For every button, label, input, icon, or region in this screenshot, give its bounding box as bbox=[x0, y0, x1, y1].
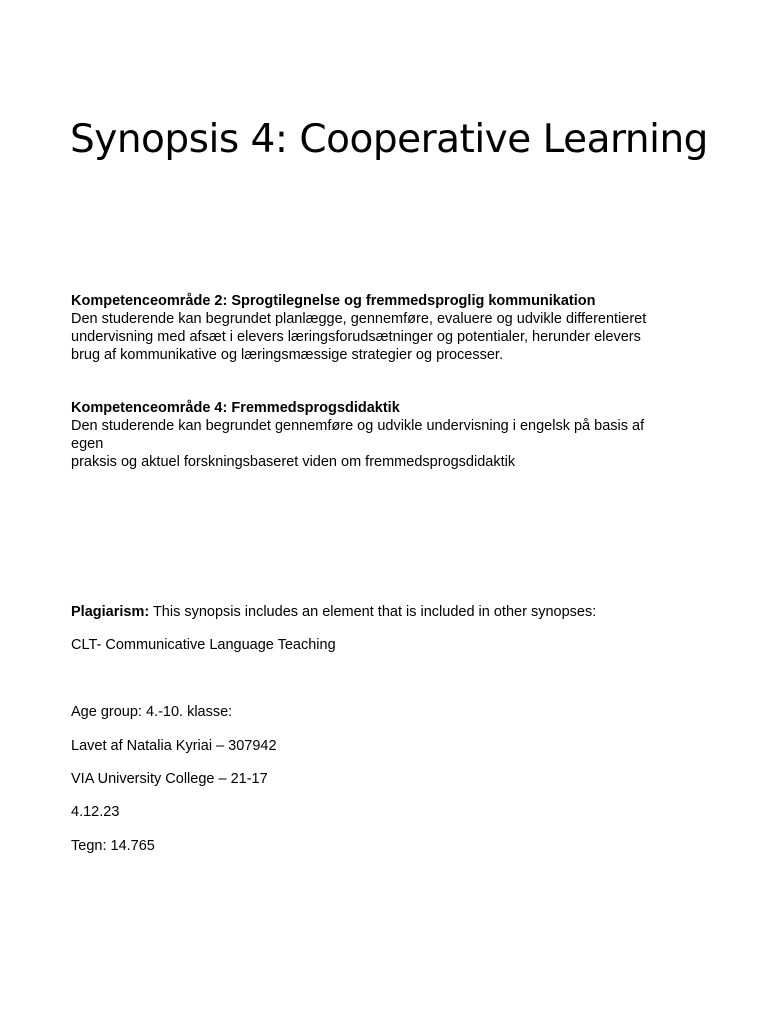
document-title: Synopsis 4: Cooperative Learning bbox=[70, 117, 708, 162]
plagiarism-text: This synopsis includes an element that is included in other synopses: bbox=[149, 604, 597, 620]
competence-area-4 bbox=[71, 399, 711, 471]
competence-area-2-line: undervisning med afsæt i elevers læringsforudsætninger og potentialer, herunder elevers bbox=[71, 329, 641, 345]
author-line: Lavet af Natalia Kyriai – 307942 bbox=[71, 738, 277, 754]
competence-area-2-line: Den studerende kan begrundet planlægge, gennemføre, evaluere og udvikle differentieret bbox=[71, 311, 647, 327]
plagiarism-statement bbox=[71, 603, 596, 621]
plagiarism-label: Plagiarism: bbox=[71, 604, 150, 620]
clt-line: CLT- Communicative Language Teaching bbox=[71, 637, 336, 653]
age-group: Age group: 4.-10. klasse: bbox=[71, 704, 233, 720]
competence-area-4-line: praksis og aktuel forskningsbaseret viden om fremmedsprogsdidaktik bbox=[71, 454, 516, 470]
competence-area-2-line: brug af kommunikative og læringsmæssige strategier og processer. bbox=[71, 347, 503, 363]
competence-area-4-line: egen bbox=[71, 436, 104, 452]
character-count: Tegn: 14.765 bbox=[71, 838, 155, 854]
competence-area-2 bbox=[71, 292, 711, 364]
date-line: 4.12.23 bbox=[71, 804, 120, 820]
college-line: VIA University College – 21-17 bbox=[71, 771, 268, 787]
competence-area-2-heading: Kompetenceområde 2: Sprogtilegnelse og fremmedsproglig kommunikation bbox=[71, 293, 596, 309]
competence-area-4-heading: Kompetenceområde 4: Fremmedsprogsdidaktik bbox=[71, 400, 400, 416]
competence-area-4-line: Den studerende kan begrundet gennemføre og udvikle undervisning i engelsk på basis af bbox=[71, 418, 645, 434]
